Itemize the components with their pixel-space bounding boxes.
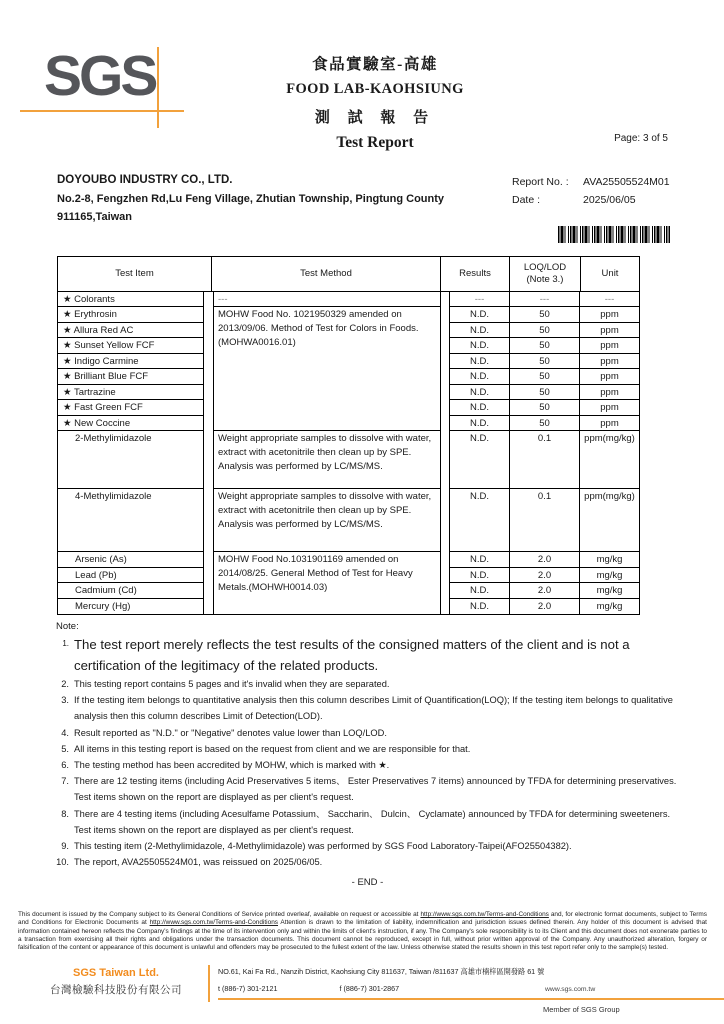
loq-lod-cell: 50 [510, 323, 580, 338]
note-text: Result reported as "N.D." or "Negative" denotes value lower than LOQ/LOD. [74, 727, 387, 738]
title-zh-lab: 食品實驗室-高雄 [312, 56, 438, 73]
table-group [58, 489, 639, 552]
col-header-results: Results [441, 257, 510, 291]
result-cell: N.D. [450, 323, 510, 338]
note-number: 8. [61, 808, 69, 819]
note-item [49, 757, 686, 773]
table-body [58, 292, 639, 614]
test-item-cell: Mercury (Hg) [75, 600, 131, 612]
test-method-cell: MOHW Food No. 1021950329 amended on 2013/09/06. Method of Test for Colors in Foods.(MOHWA0016.01) [213, 307, 441, 431]
report-meta [512, 173, 670, 209]
test-item-cell: 2-Methylimidazole [58, 431, 203, 489]
test-item-cell: ★ Indigo Carmine [58, 354, 203, 370]
note-item [49, 854, 686, 870]
test-method-cell: --- [213, 292, 441, 307]
unit-cell: ppm [600, 355, 619, 367]
result-cell: N.D. [450, 583, 510, 598]
result-row [450, 369, 639, 385]
loq-lod-cell: 2.0 [510, 568, 580, 583]
footer-address: NO.61, Kai Fa Rd., Nanzih District, Kaohsiung City 811637, Taiwan /811637 高雄市楠梓區開發路 61 號 [218, 967, 545, 976]
test-item-cell: Lead (Pb) [58, 568, 203, 584]
note-item [49, 725, 686, 741]
result-cell: N.D. [450, 385, 510, 400]
note-item [49, 741, 686, 757]
loq-lod-cell: 50 [510, 338, 580, 353]
note-number: 5. [61, 743, 69, 754]
note-item [49, 692, 686, 724]
result-row [450, 416, 639, 432]
client-block [57, 171, 444, 227]
title-zh-report: 測 試 報 告 [314, 110, 436, 126]
logo-orange-vline [157, 47, 159, 128]
footer-company-block [30, 967, 202, 997]
note-number: 1. [62, 639, 69, 648]
note-text: This testing item (2-Methylimidazole, 4-Methylimidazole) was performed by SGS Food Laboratory-Taipei(AFO25504382). [74, 841, 572, 852]
unit-cell: ppm [600, 371, 619, 382]
client-address-line2: 911165,Taiwan [57, 211, 133, 223]
result-cell: N.D. [450, 431, 510, 488]
result-row [450, 568, 639, 584]
note-text: All items in this testing report is based on the request from client and we are responsible for that. [74, 743, 471, 754]
loq-lod-cell: 50 [510, 369, 580, 384]
report-no-label: Report No. : [512, 176, 569, 188]
note-text: There are 4 testing items (including Acesulfame Potassium、 Saccharin、 Dulcin、 Cyclamate) announced by TFDA for determining sweeteners. Test items shown on the report are displayed as per client's request. [74, 808, 671, 835]
legal-disclaimer [18, 911, 707, 952]
test-method-cell: Weight appropriate samples to dissolve with water, extract with acetonitrile then clean up by SPE. Analysis was performed by LC/MS/MS. [213, 489, 441, 552]
test-item-cell: ★ Sunset Yellow FCF [58, 338, 203, 354]
result-cell: N.D. [450, 489, 510, 551]
result-row [450, 307, 639, 323]
unit-cell: mg/kg [596, 600, 623, 612]
test-item-cell: 4-Methylimidazole [58, 489, 203, 552]
footer-fax: f (886-7) 301-2867 [339, 984, 400, 993]
unit-cell: mg/kg [596, 554, 623, 565]
note-item [49, 806, 686, 838]
col-header-loq-lod: LOQ/LOD (Note 3.) [510, 257, 581, 291]
unit-cell: --- [604, 294, 615, 305]
unit-cell: ppm [600, 340, 619, 351]
result-cell: --- [450, 292, 510, 306]
disclaimer-text: This document is issued by the Company subject to its General Conditions of Service printed overleaf, available on request or accessible at [18, 911, 421, 918]
table-header-row [58, 257, 639, 292]
result-cell: N.D. [450, 568, 510, 583]
title-en-lab: FOOD LAB-KAOHSIUNG [286, 81, 464, 97]
test-item-cell: ★ Colorants [58, 292, 203, 307]
result-row [450, 385, 639, 401]
terms-link[interactable]: http://www.sgs.com.tw/Terms-and-Conditions [420, 911, 549, 918]
notes-section [49, 621, 686, 888]
unit-cell: mg/kg [596, 569, 623, 581]
unit-cell: ppm [600, 417, 619, 429]
table-group [58, 552, 639, 614]
footer-company-zh: 台灣檢驗科技股份有限公司 [50, 985, 182, 996]
note-number: 10. [56, 857, 69, 868]
note-item [49, 838, 686, 854]
note-text: If the testing item belongs to quantitative analysis then this column describes Limit of Quantification(LOQ); If the testing item belongs to qualitative analysis then this column describes Limit of Detection(LOD). [74, 695, 673, 722]
report-barcode [558, 226, 670, 243]
result-cell: N.D. [450, 354, 510, 369]
result-row [450, 400, 639, 416]
note-number: 4. [61, 727, 69, 738]
disclaimer-text: Attention is drawn to the limitation of liability, indemnification and jurisdiction issues defined therein. Any holder of this document is advised that information contained hereon reflects the Company's findings at the time of its intervention only and within the limits of client's instruction, if any. The Company's sole responsibility is to its Client and this document does not exonerate parties to a transaction from exercising all their rights and obligations under the transaction documents. This document cannot be reproduced, except in full, without prior written approval of the Company. Any unauthorized alteration, forgery or falsification of the content or appearance of this document is unlawful and offenders may be prosecuted to the fullest extent of the law. Unless otherwise stated the results shown in this test report refer only to the sample(s) tested. [18, 919, 707, 952]
result-cell: N.D. [450, 552, 510, 567]
test-item-cell: Cadmium (Cd) [58, 583, 203, 599]
loq-lod-cell: 2.0 [510, 583, 580, 598]
test-item-cell: Arsenic (As) [58, 552, 203, 568]
footer-company-en: SGS Taiwan Ltd. [73, 967, 159, 979]
sgs-logo: SGS [44, 44, 156, 108]
footer-phone-row [218, 984, 708, 993]
client-address-line1: No.2-8, Fengzhen Rd,Lu Feng Village, Zhutian Township, Pingtung County [57, 192, 445, 205]
footer-member: Member of SGS Group [543, 1005, 620, 1014]
note-text: The test report merely reflects the test results of the consigned matters of the client and is not a certification of the legitimacy of the related products. [74, 637, 630, 673]
unit-cell: ppm [600, 386, 619, 398]
title-en-report: Test Report [336, 134, 414, 151]
test-item-cell: ★ Brilliant Blue FCF [58, 369, 203, 385]
note-text: This testing report contains 5 pages and it's invalid when they are separated. [74, 679, 390, 689]
note-text: The testing method has been accredited by MOHW, which is marked with ★. [74, 760, 390, 771]
col-header-unit: Unit [601, 268, 619, 279]
test-item-cell: ★ Fast Green FCF [58, 400, 203, 416]
result-row [450, 338, 639, 354]
report-date-label: Date : [512, 194, 541, 206]
result-row [450, 599, 639, 615]
note-number: 3. [61, 695, 69, 706]
page-number: Page: 3 of 5 [614, 133, 668, 144]
footer-orange-hline [218, 998, 724, 1000]
loq-lod-cell: 50 [510, 416, 580, 431]
test-method-cell: MOHW Food No.1031901169 amended on 2014/08/25. General Method of Test for Heavy Metals.(MOHWH0014.03) [213, 552, 441, 614]
test-item-cell: ★ Allura Red AC [58, 323, 203, 339]
test-item-cell: ★ Tartrazine [58, 385, 203, 401]
note-text: The report, AVA25505524M01, was reissued on 2025/06/05. [74, 857, 323, 868]
report-no-value: AVA25505524M01 [583, 176, 670, 188]
loq-lod-cell: 50 [510, 354, 580, 369]
result-row [450, 489, 639, 552]
result-cell: N.D. [450, 338, 510, 353]
table-group [58, 431, 639, 489]
unit-cell: ppm [600, 324, 619, 336]
result-cell: N.D. [450, 307, 510, 322]
note-item [49, 676, 686, 692]
unit-cell: ppm [600, 309, 619, 320]
disclaimer-text: and, for electronic format documents, subject to Terms and Conditions for Electronic Documents at [18, 911, 707, 927]
table-group [58, 292, 639, 307]
unit-cell: ppm(mg/kg) [584, 433, 635, 444]
loq-lod-cell: 50 [510, 400, 580, 415]
note-item [49, 635, 686, 676]
test-item-cell: ★ Erythrosin [58, 307, 203, 323]
result-cell: N.D. [450, 599, 510, 615]
loq-lod-cell: 2.0 [510, 599, 580, 615]
note-text: There are 12 testing items (including Acid Preservatives 5 items、 Ester Preservatives 7 items) announced by TFDA for determining preservatives. Test items shown on the report are displayed as per client's request. [74, 776, 677, 803]
table-group [58, 307, 639, 431]
terms-link[interactable]: http://www.sgs.com.tw/Terms-and-Conditions [149, 919, 278, 927]
result-row [450, 431, 639, 489]
result-row [450, 354, 639, 370]
note-number: 7. [61, 776, 69, 787]
result-row [450, 323, 639, 339]
col-header-test-item: Test Item [58, 257, 212, 291]
test-method-cell: Weight appropriate samples to dissolve with water, extract with acetonitrile then clean up by SPE. Analysis was performed by LC/MS/MS. [213, 431, 441, 489]
loq-lod-cell: 0.1 [510, 431, 580, 488]
loq-lod-cell: 50 [510, 385, 580, 400]
result-row [450, 552, 639, 568]
result-cell: N.D. [450, 369, 510, 384]
loq-lod-cell: 0.1 [510, 489, 580, 551]
unit-cell: ppm [600, 402, 619, 413]
result-cell: N.D. [450, 400, 510, 415]
footer-website: www.sgs.com.tw [545, 986, 596, 993]
loq-lod-cell: --- [510, 292, 580, 306]
footer-orange-vline [208, 965, 210, 1002]
end-marker: - END - [351, 877, 384, 889]
note-item [49, 773, 686, 805]
note-number: 6. [61, 760, 69, 771]
report-date-value: 2025/06/05 [583, 194, 636, 206]
result-row [450, 292, 639, 307]
loq-lod-cell: 2.0 [510, 552, 580, 567]
results-table [57, 256, 640, 615]
note-number: 2. [61, 679, 69, 689]
note-number: 9. [61, 841, 69, 852]
unit-cell: ppm(mg/kg) [584, 491, 635, 502]
footer-tel: t (886-7) 301-2121 [218, 984, 278, 993]
client-name: DOYOUBO INDUSTRY CO., LTD. [57, 174, 233, 186]
test-item-cell: ★ New Coccine [58, 416, 203, 432]
report-titles [160, 52, 590, 152]
unit-cell: mg/kg [596, 585, 623, 596]
col-header-test-method: Test Method [212, 257, 441, 291]
loq-lod-cell: 50 [510, 307, 580, 322]
result-row [450, 583, 639, 599]
notes-list [49, 635, 686, 870]
notes-label: Note: [56, 621, 79, 632]
result-cell: N.D. [450, 416, 510, 431]
